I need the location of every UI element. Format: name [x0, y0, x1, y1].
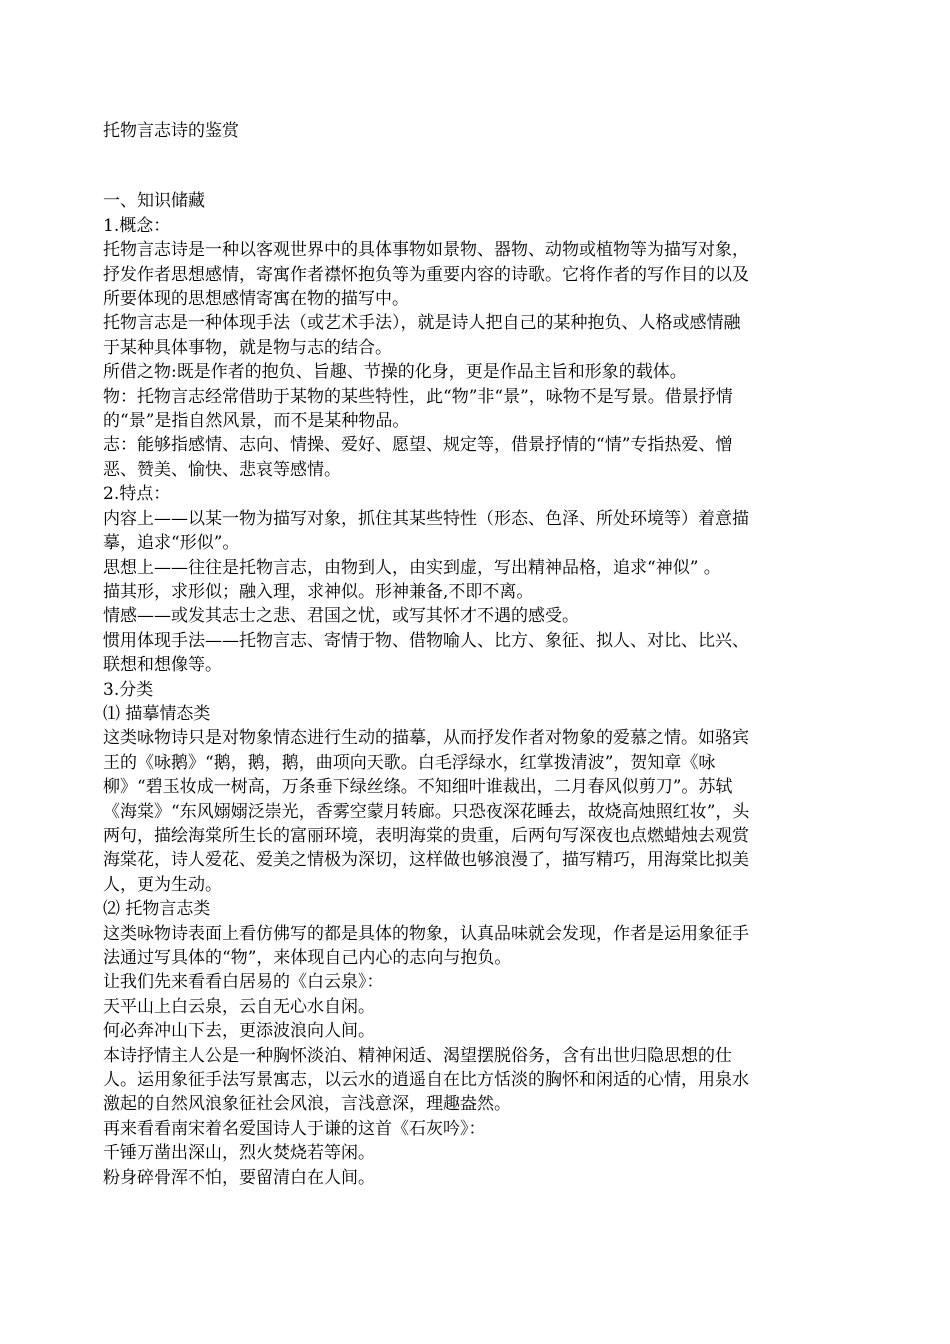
text-line: 情感——或发其志士之悲、君国之忧，或写其怀才不遇的感受。: [103, 606, 579, 627]
text-line: 的“景”是指自然风景，而不是某种物品。: [103, 411, 410, 432]
text-line: 天平山上白云泉，云自无心水自闲。: [103, 996, 375, 1017]
text-line: ⑵ 托物言志类: [103, 899, 211, 920]
text-line: 这类咏物诗只是对物象情态进行生动的描摹，从而抒发作者对物象的爱慕之情。如骆宾: [103, 728, 749, 749]
text-line: 2.特点：: [103, 484, 171, 505]
text-line: 摹，追求“形似”。: [103, 533, 240, 554]
text-line: 再来看看南宋着名爱国诗人于谦的这首《石灰吟》：: [103, 1118, 486, 1139]
text-line: 恶、赞美、愉快、悲哀等感情。: [103, 459, 341, 480]
text-line: 粉身碎骨浑不怕，要留清白在人间。: [103, 1167, 375, 1188]
text-line: 人。运用象征手法写景寓志，以云水的逍遥自在比方恬淡的胸怀和闲适的心情，用泉水: [103, 1070, 749, 1091]
text-line: 思想上——往往是托物言志，由物到人，由实到虚，写出精神品格，追求“神似” 。: [103, 557, 721, 578]
text-line: 描其形，求形似；融入理，求神似。形神兼备,不即不离。: [103, 581, 534, 602]
text-line: 内容上——以某一物为描写对象，抓住其某些特性（形态、色泽、所处环境等）着意描: [103, 508, 749, 529]
text-line: 托物言志是一种体现手法（或艺术手法），就是诗人把自己的某种抱负、人格或感情融: [103, 313, 741, 334]
text-line: 法通过写具体的“物”，来体现自己内心的志向与抱负。: [103, 948, 512, 968]
document-title: 托物言志诗的鉴赏: [103, 121, 239, 141]
text-line: 托物言志诗是一种以客观世界中的具体事物如景物、器物、动物或植物等为描写对象，: [103, 240, 749, 261]
text-line: 所借之物:既是作者的抱负、旨趣、节操的化身，更是作品主旨和形象的载体。: [103, 362, 687, 383]
text-line: 于某种具体事物，就是物与志的结合。: [103, 337, 392, 358]
text-line: 让我们先来看看白居易的《白云泉》：: [103, 972, 384, 993]
text-line: 这类咏物诗表面上看仿佛写的都是具体的物象，认真品味就会发现，作者是运用象征手: [103, 923, 749, 944]
text-line: 激起的自然风浪象征社会风浪，言浅意深，理趣盎然。: [103, 1094, 511, 1115]
text-line: 一、知识储藏: [103, 191, 205, 212]
text-line: 抒发作者思想感情，寄寓作者襟怀抱负等为重要内容的诗歌。它将作者的写作目的以及: [103, 264, 749, 285]
document-body: [103, 189, 838, 1190]
text-line: 《海棠》“东风嫋嫋泛崇光，香雾空蒙月转廊。只恐夜深花睡去，故烧高烛照红妆”，头: [103, 801, 750, 822]
text-line: 海棠花，诗人爱花、爱美之情极为深切，这样做也够浪漫了，描写精巧，用海棠比拟美: [103, 850, 749, 871]
text-line: 联想和想像等。: [103, 655, 222, 676]
text-line: 志：能够指感情、志向、情操、爱好、愿望、规定等，借景抒情的“情”专指热爱、憎: [103, 435, 733, 456]
text-line: ⑴ 描摹情态类: [103, 703, 211, 724]
text-line: 千锤万凿出深山，烈火焚烧若等闲。: [103, 1143, 375, 1164]
text-line: 本诗抒情主人公是一种胸怀淡泊、精神闲适、渴望摆脱俗务，含有出世归隐思想的仕: [103, 1045, 732, 1066]
text-line: 3.分类: [103, 679, 154, 700]
text-line: 两句，描绘海棠所生长的富丽环境，表明海棠的贵重，后两句写深夜也点燃蜡烛去观赏: [103, 825, 749, 846]
text-line: 所要体现的思想感情寄寓在物的描写中。: [103, 289, 409, 310]
text-line: 何必奔冲山下去，更添波浪向人间。: [103, 1021, 375, 1042]
text-line: 物：托物言志经常借助于某物的某些特性，此“物”非“景”，咏物不是写景。借景抒情: [103, 386, 733, 407]
text-line: 惯用体现手法——托物言志、寄情于物、借物喻人、比方、象征、拟人、对比、比兴、: [103, 630, 749, 651]
text-line: 1.概念：: [103, 215, 171, 236]
text-line: 人，更为生动。: [103, 874, 222, 895]
text-line: 柳》“碧玉妆成一树高，万条垂下绿丝绦。不知细叶谁裁出，二月春风似剪刀”。苏轼: [103, 777, 733, 798]
text-line: 王的《咏鹅》“鹅，鹅，鹅，曲项向天歌。白毛浮绿水，红掌拨清波”，贺知章《咏: [103, 752, 716, 773]
document-page: [103, 119, 838, 1190]
